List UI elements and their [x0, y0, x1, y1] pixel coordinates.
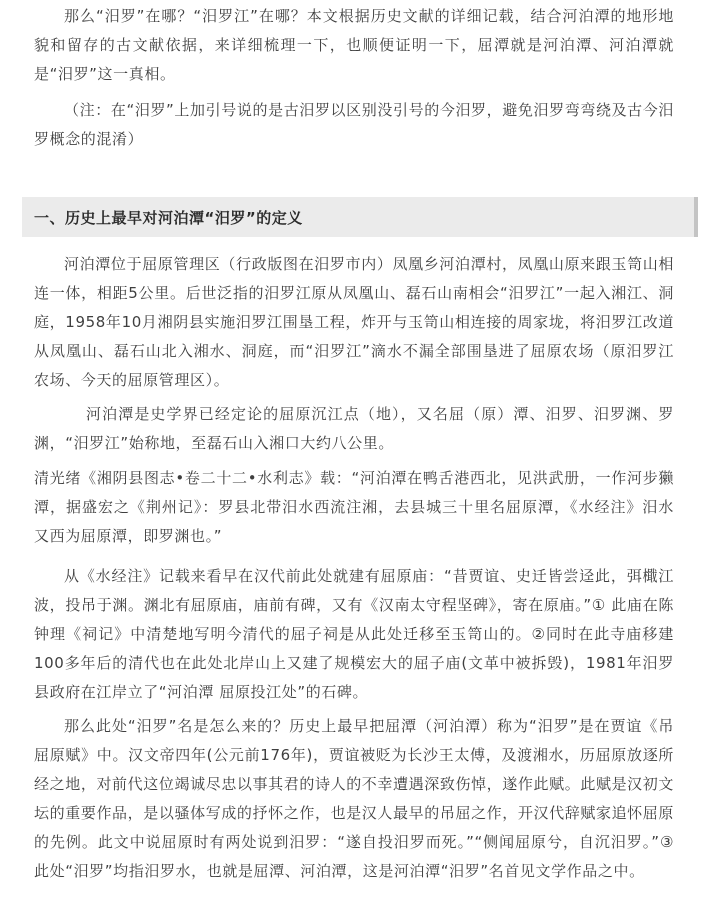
paragraph-temple: 从《水经注》记载来看早在汉代前此处就建有屈原庙：“昔贾谊、史迁皆尝迳此，弭檝江波，投吊于渊。渊北有屈原庙，庙前有碑，又有《汉南太守程坚碑》，寄在原庙。”① 此庙在陈钟理《祠记》中清楚地写明今清代的屈子祠是从此处迁移至玉笥山的。②同时在此寺庙移建100多年后的清代也在此处北岸山上又建了规模宏大的屈子庙(文革中被拆毁)，1981年汨罗县政府在江岸立了“河泊潭 屈原投江处”的石碑。: [34, 567, 674, 701]
section-header: [22, 197, 698, 237]
paragraph-location: 河泊潭位于屈原管理区（行政版图在汨罗市内）凤凰乡河泊潭村，凤凰山原来跟玉笥山相连一体，相距5公里。后世泛指的汨罗江原从凤凰山、磊石山南相会“汨罗江”一起入湘江、洞庭，1958年10月湘阴县实施汨罗江围垦工程，炸开与玉笥山相连接的周家垅，将汨罗江改道从凤凰山、磊石山北入湘水、洞庭，而“汨罗江”滴水不漏全部围垦进了屈原农场（原汨罗江农场、今天的屈原管理区）。: [34, 255, 674, 389]
section-title: 一、历史上最早对河泊潭“汨罗”的定义: [34, 209, 303, 227]
paragraph-name-origin: 那么此处“汨罗”名是怎么来的？历史上最早把屈潭（河泊潭）称为“汨罗”是在贾谊《吊屈原赋》中。汉文帝四年(公元前176年)，贾谊被贬为长沙王太傅，及渡湘水，历屈原放逐所经之地，对前代这位竭诚尽忠以事其君的诗人的不幸遭遇深致伤悼，遂作此赋。此赋是汉初文坛的重要作品，是以骚体写成的抒怀之作，也是汉人最早的吊屈之作，开汉代辞赋家追怀屈原的先例。此文中说屈原时有两处说到汨罗：“遂自投汨罗而死。”“侧闻屈原兮，自沉汨罗。”③此处“汨罗”均指汨罗水，也就是屈潭、河泊潭，这是河泊潭“汨罗”名首见文学作品之中。: [34, 717, 674, 880]
paragraph-definition: 河泊潭是史学界已经定论的屈原沉江点（地），又名屈（原）潭、汨罗、汨罗渊、罗渊，“汨罗江”始称地，至磊石山入湘口大约八公里。: [34, 405, 674, 452]
paragraph-county-record: 清光绪《湘阴县图志•卷二十二•水利志》载：“河泊潭在鸭舌港西北，见洪武册，一作河步獭潭，据盛宏之《荆州记》：罗县北带汨水西流注湘，去县城三十里名屈原潭，《水经注》汨水又西为屈原潭，即罗渊也。”: [34, 469, 674, 545]
note-paragraph: （注：在“汨罗”上加引号说的是古汨罗以区别没引号的今汨罗，避免汨罗弯弯绕及古今汨罗概念的混淆）: [34, 101, 674, 148]
intro-paragraph: 那么“汨罗”在哪？“汨罗江”在哪？本文根据历史文献的详细记载，结合河泊潭的地形地貌和留存的古文献依据，来详细梳理一下，也顺便证明一下，屈潭就是河泊潭、河泊潭就是“汨罗”这一真相。: [34, 7, 674, 83]
